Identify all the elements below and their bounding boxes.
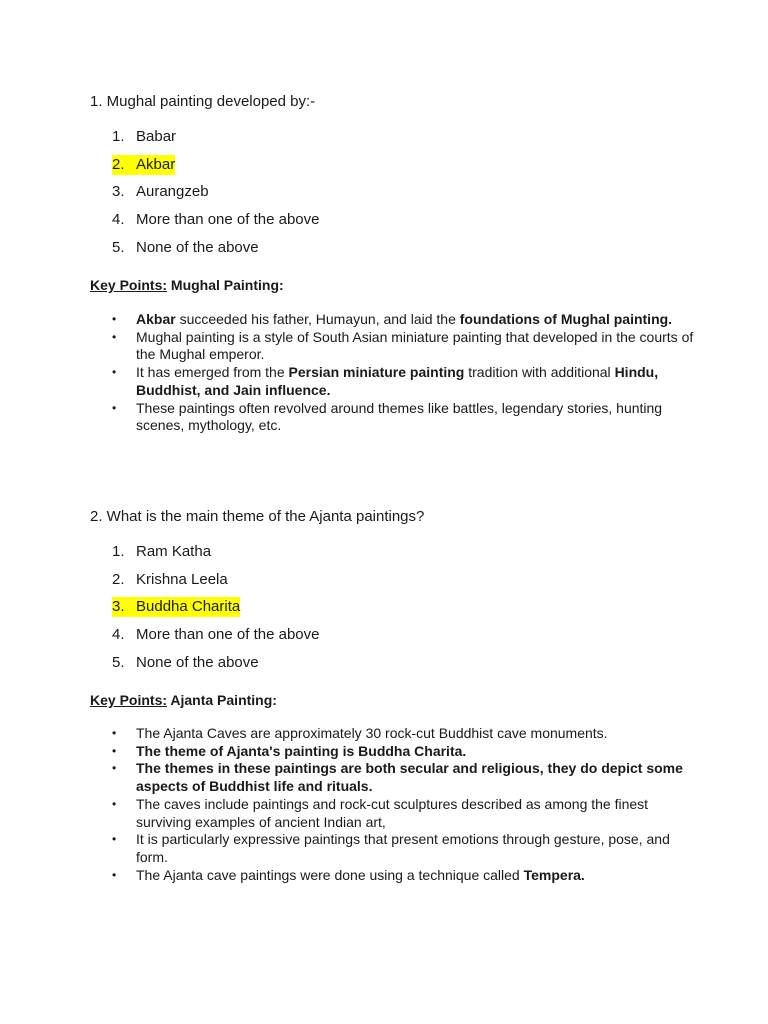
option-text: None of the above — [136, 653, 259, 671]
text: It has emerged from the — [136, 364, 289, 381]
key-points-heading-1 — [90, 276, 284, 294]
option-text: None of the above — [136, 238, 259, 256]
option-item-correct — [90, 597, 690, 625]
option-item — [90, 127, 690, 155]
option-number: 5. — [112, 238, 125, 256]
key-points-list-2 — [90, 725, 700, 884]
option-item — [90, 210, 690, 238]
key-points-list-1 — [90, 311, 700, 435]
option-text: Aurangzeb — [136, 183, 209, 201]
bullet-icon: • — [112, 726, 117, 740]
bullet-icon: • — [112, 400, 117, 415]
list-item — [90, 743, 700, 761]
list-item — [90, 329, 700, 364]
option-text: More than one of the above — [136, 626, 320, 644]
option-item — [90, 238, 690, 266]
answer-highlight — [112, 597, 240, 617]
bullet-icon: • — [112, 743, 117, 758]
bullet-icon: • — [112, 796, 117, 811]
option-number: 1. — [112, 128, 125, 145]
option-item — [90, 570, 690, 598]
option-number: 5. — [112, 653, 125, 671]
list-item — [90, 725, 700, 743]
option-number: 2. — [112, 155, 125, 173]
bullet-icon: • — [112, 832, 117, 847]
bullet-icon: • — [112, 761, 117, 776]
bullet-icon: • — [112, 329, 117, 344]
text: The Ajanta Caves are approximately 30 rock-cut Buddhist cave monuments. — [136, 725, 608, 741]
list-item — [90, 796, 700, 831]
option-text: Buddha Charita — [136, 598, 241, 616]
option-text: Akbar — [136, 155, 176, 173]
bold-text: Tempera. — [523, 866, 585, 883]
text: The caves include paintings and rock-cut sculptures described as among the finest surviving examples of ancient Indian art, — [136, 795, 649, 830]
option-item — [90, 653, 690, 681]
text: Mughal painting is a style of South Asian miniature painting that developed in the courts of the Mughal emperor. — [136, 328, 694, 363]
text: succeeded his father, Humayun, and laid the — [175, 311, 460, 327]
text: The Ajanta cave paintings were done using a technique called — [136, 866, 524, 883]
option-number: 4. — [112, 626, 125, 644]
text: These paintings often revolved around themes like battles, legendary stories, hunting scenes, mythology, etc. — [136, 399, 663, 434]
option-text: More than one of the above — [136, 211, 320, 229]
key-points-label: Key Points: — [90, 692, 168, 708]
option-item — [90, 542, 690, 570]
key-points-heading-2 — [90, 691, 277, 709]
option-item-correct — [90, 155, 690, 183]
option-number: 1. — [112, 543, 125, 560]
key-points-title: Ajanta Painting: — [167, 692, 277, 708]
text: It is particularly expressive paintings that present emotions through gesture, pose, and form. — [136, 831, 670, 865]
text: tradition with additional — [464, 364, 615, 381]
bold-text: The themes in these paintings are both secular and religious, they do depict some aspects of Buddhist life and rituals. — [136, 760, 683, 795]
option-item — [90, 625, 690, 653]
option-text: Krishna Leela — [136, 570, 228, 588]
option-number: 4. — [112, 211, 125, 229]
bold-text: Hindu, Buddhist, and Jain influence. — [136, 364, 659, 398]
bullet-icon: • — [112, 867, 117, 882]
option-number: 2. — [112, 570, 125, 588]
bold-text: Persian miniature painting — [288, 364, 465, 381]
list-item — [90, 867, 700, 885]
bold-text: foundations of Mughal painting. — [459, 311, 673, 327]
list-item — [90, 831, 700, 866]
bold-text: The theme of Ajanta's painting is Buddha Charita. — [136, 742, 467, 759]
question-2-options — [90, 542, 690, 680]
key-points-label: Key Points: — [90, 277, 168, 293]
option-item — [90, 182, 690, 210]
bullet-icon: • — [112, 365, 117, 380]
question-1-text: 1. Mughal painting developed by:- — [90, 93, 316, 110]
option-text: Babar — [136, 128, 177, 145]
list-item — [90, 311, 700, 329]
question-1-options — [90, 127, 690, 265]
list-item — [90, 760, 700, 795]
list-item — [90, 400, 700, 435]
key-points-title: Mughal Painting: — [167, 277, 284, 293]
option-number: 3. — [112, 598, 125, 616]
question-2-text: 2. What is the main theme of the Ajanta paintings? — [90, 508, 425, 525]
bold-text: Akbar — [136, 311, 176, 327]
bullet-icon: • — [112, 312, 117, 326]
answer-highlight — [112, 155, 175, 175]
list-item — [90, 364, 700, 399]
option-number: 3. — [112, 183, 125, 201]
option-text: Ram Katha — [136, 543, 212, 560]
